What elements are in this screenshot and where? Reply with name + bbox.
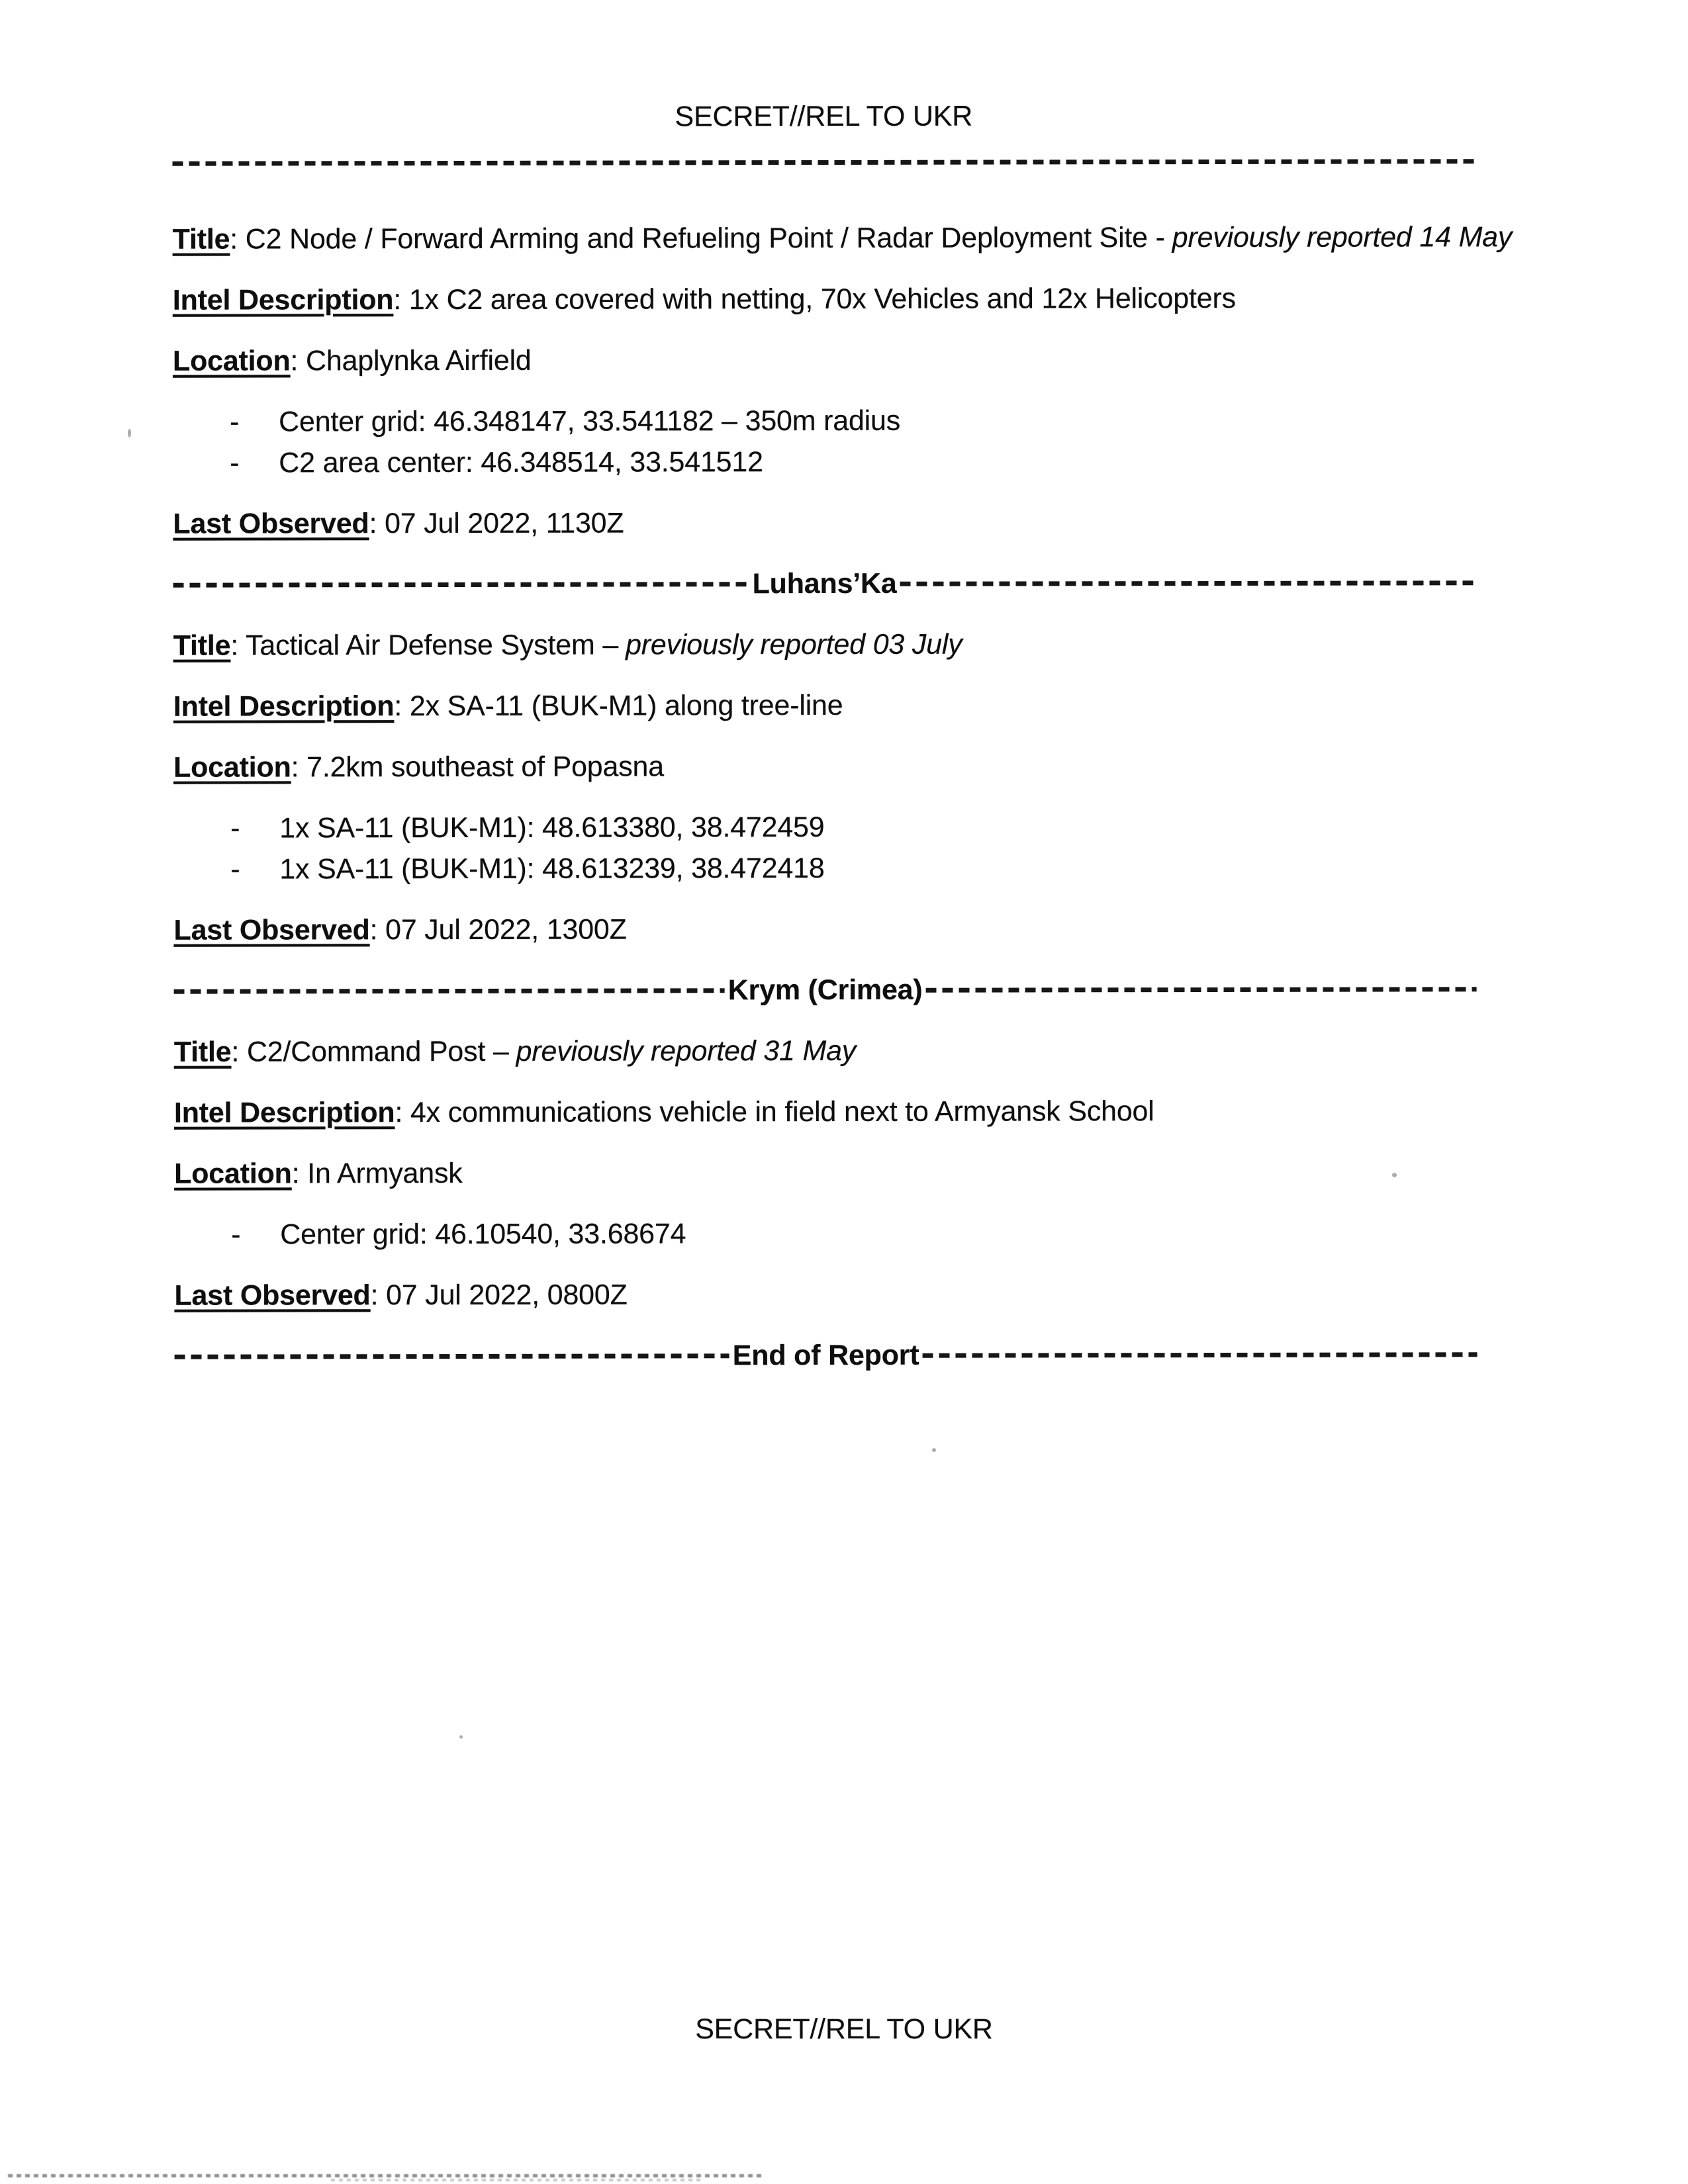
- footer-classification-banner: SECRET//REL TO UKR: [695, 2013, 993, 2045]
- coordinate-value: C2 area center: 46.348514, 33.541512: [279, 446, 763, 479]
- coordinate-value: Center grid: 46.10540, 33.68674: [280, 1218, 686, 1251]
- location-label: Location: [174, 1158, 292, 1190]
- coordinate-list: [173, 402, 1476, 480]
- intel-description-line: [173, 687, 1476, 723]
- bullet-marker: -: [230, 812, 240, 844]
- scan-noise-speck: [932, 1448, 936, 1452]
- coordinate-value: 1x SA-11 (BUK-M1): 48.613239, 38.472418: [279, 852, 825, 886]
- coordinate-value: 1x SA-11 (BUK-M1): 48.613380, 38.472459: [279, 811, 825, 844]
- list-item: [174, 1215, 1477, 1251]
- intel-description-label: Intel Description: [172, 284, 394, 316]
- location-value: : In Armyansk: [291, 1157, 463, 1190]
- intel-description-value: : 4x communications vehicle in field next to Armyansk School: [395, 1095, 1154, 1129]
- title-label: Title: [173, 629, 231, 662]
- title-line: [173, 626, 1476, 662]
- coordinate-list: [174, 1215, 1477, 1251]
- separator-dash-right: [925, 987, 1476, 992]
- title-value: : C2/Command Post –: [231, 1035, 509, 1068]
- intel-description-line: [173, 281, 1476, 317]
- title-note: previously reported 31 May: [516, 1034, 857, 1068]
- location-value: : Chaplynka Airfield: [290, 344, 532, 377]
- last-observed-line: [173, 911, 1476, 947]
- region-label-luhanska: Luhans’Ka: [752, 567, 897, 600]
- intel-description-label: Intel Description: [173, 690, 395, 723]
- list-item: [173, 402, 1476, 439]
- report-section-kherson: [172, 220, 1513, 541]
- last-observed-label: Last Observed: [173, 914, 370, 946]
- report-section-luhanska: [173, 626, 1477, 947]
- coordinate-list: [173, 809, 1476, 886]
- location-line: [173, 748, 1476, 784]
- bullet-marker: -: [231, 1218, 241, 1251]
- title-value: : C2 Node / Forward Arming and Refueling Point / Radar Deployment Site -: [230, 222, 1165, 255]
- list-item: [173, 850, 1476, 886]
- list-item: [173, 443, 1476, 480]
- title-label: Title: [172, 223, 230, 255]
- coordinate-value: Center grid: 46.348147, 33.541182 – 350m radius: [279, 404, 901, 438]
- location-label: Location: [173, 751, 291, 784]
- end-of-report-label: End of Report: [732, 1339, 919, 1371]
- separator-dash-left: [174, 988, 725, 993]
- separator-dash-left: [173, 582, 749, 588]
- bullet-marker: -: [230, 853, 240, 886]
- title-label: Title: [173, 1036, 232, 1068]
- report-content: [172, 98, 1513, 1400]
- separator-dash-right: [922, 1352, 1477, 1357]
- region-label-krym: Krym (Crimea): [727, 974, 923, 1006]
- intel-description-value: : 2x SA-11 (BUK-M1) along tree-line: [394, 689, 843, 723]
- intel-description-line: [174, 1093, 1477, 1130]
- title-line: [174, 1032, 1477, 1069]
- last-observed-value: : 07 Jul 2022, 1130Z: [369, 507, 624, 540]
- intel-description-label: Intel Description: [173, 1097, 395, 1129]
- last-observed-value: : 07 Jul 2022, 1300Z: [369, 913, 627, 946]
- region-separator-krym: [174, 972, 1477, 1008]
- title-note: previously reported 14 May: [1172, 221, 1513, 254]
- end-of-report-separator: [175, 1337, 1477, 1373]
- last-observed-value: : 07 Jul 2022, 0800Z: [370, 1279, 628, 1312]
- region-separator-luhanska: [173, 565, 1476, 602]
- bullet-marker: -: [230, 447, 240, 479]
- intel-description-value: : 1x C2 area covered with netting, 70x Vehicles and 12x Helicopters: [393, 282, 1236, 316]
- location-label: Location: [172, 345, 291, 377]
- last-observed-label: Last Observed: [174, 1279, 371, 1312]
- header-classification-banner: SECRET//REL TO UKR: [675, 100, 973, 133]
- last-observed-line: [174, 1276, 1477, 1312]
- separator-dash-left: [175, 1353, 729, 1359]
- top-separator-rule: [172, 159, 1475, 165]
- scan-noise-line: [331, 2179, 702, 2181]
- separator-dash-right: [900, 580, 1476, 586]
- list-item: [173, 809, 1476, 845]
- location-value: : 7.2km southeast of Popasna: [291, 751, 664, 784]
- last-observed-label: Last Observed: [173, 508, 369, 540]
- last-observed-line: [173, 504, 1476, 541]
- title-note: previously reported 03 July: [626, 628, 962, 661]
- title-line: [172, 220, 1513, 256]
- bullet-marker: -: [230, 406, 240, 438]
- scan-noise-speck: [1392, 1173, 1397, 1177]
- report-section-krym: [174, 1032, 1477, 1312]
- title-value: : Tactical Air Defense System –: [230, 629, 619, 662]
- scan-noise-speck: [128, 429, 131, 437]
- location-line: [173, 341, 1476, 378]
- location-line: [174, 1154, 1477, 1191]
- scan-noise-speck: [459, 1735, 463, 1739]
- scan-noise-line: [8, 2174, 763, 2177]
